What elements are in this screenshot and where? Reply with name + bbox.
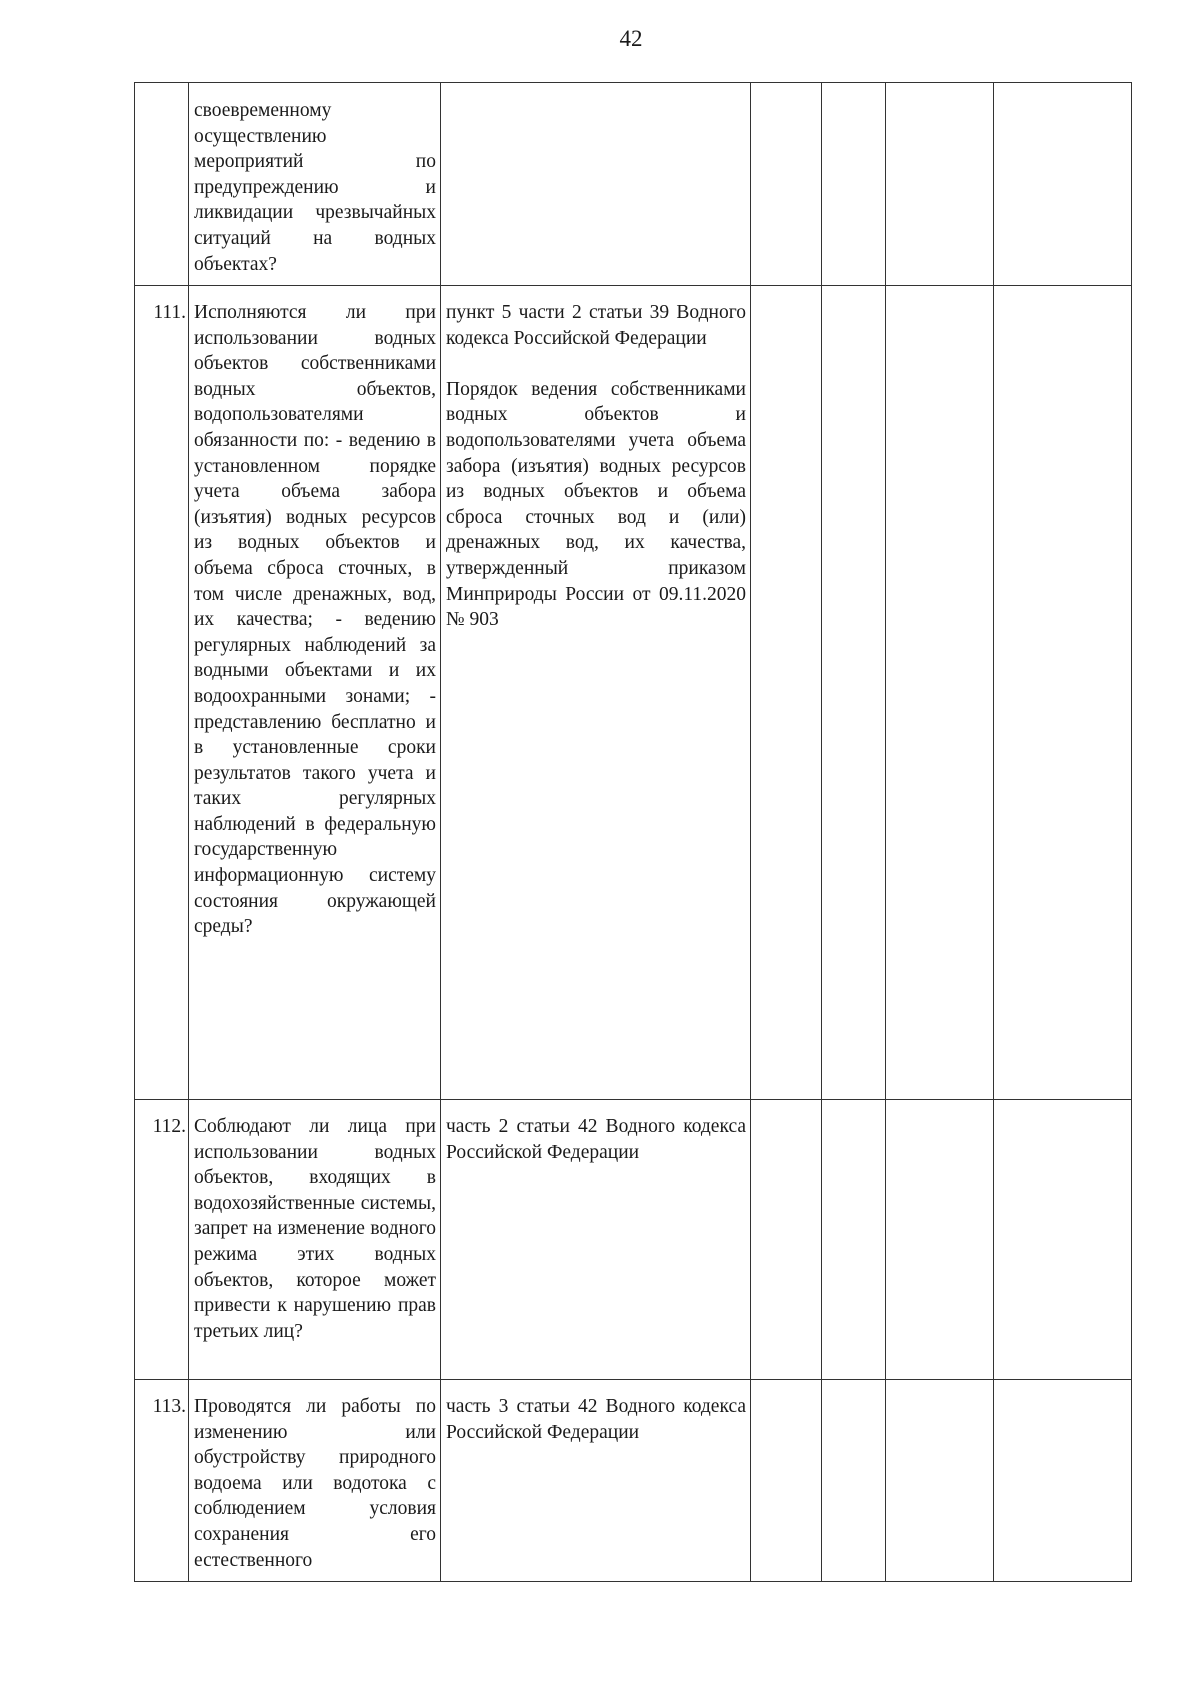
question-cell: Исполняются ли при использовании водных объектов собственниками водных объектов, водопользователями обязанности по: - ведению в установленном порядке учета объема забора (изъятия) водных ресурсов из водных объектов и объема сброса сточных, в том числе дренажных, вод, их качества; - ведению регулярных наблюдений за водными объектами и их водоохранными зонами; - представлению бесплатно и в установленные сроки результатов такого учета и таких регулярных наблюдений в федеральную государственную информационную систему состояния окружающей среды? bbox=[189, 286, 441, 1100]
checklist-table bbox=[134, 82, 1132, 1582]
answer-yes-cell bbox=[751, 83, 822, 286]
answer-no-cell bbox=[822, 286, 886, 1100]
answer-yes-cell bbox=[751, 286, 822, 1100]
answer-na-cell bbox=[886, 286, 994, 1100]
answer-yes-cell bbox=[751, 1380, 822, 1582]
answer-na-cell bbox=[886, 1380, 994, 1582]
row-number: 112. bbox=[135, 1100, 189, 1380]
legal-reference-cell bbox=[441, 1100, 751, 1380]
legal-reference-cell bbox=[441, 286, 751, 1100]
answer-na-cell bbox=[886, 1100, 994, 1380]
answer-no-cell bbox=[822, 1100, 886, 1380]
notes-cell bbox=[994, 1380, 1132, 1582]
question-cell: своевременному осуществлению мероприятий по предупреждению и ликвидации чрезвычайных ситуаций на водных объектах? bbox=[189, 83, 441, 286]
question-cell: Проводятся ли работы по изменению или обустройству природного водоема или водотока с соблюдением условия сохранения его естественного bbox=[189, 1380, 441, 1582]
answer-no-cell bbox=[822, 1380, 886, 1582]
question-cell: Соблюдают ли лица при использовании водных объектов, входящих в водохозяйственные системы, запрет на изменение водного режима этих водных объектов, которое может привести к нарушению прав третьих лиц? bbox=[189, 1100, 441, 1380]
answer-no-cell bbox=[822, 83, 886, 286]
notes-cell bbox=[994, 1100, 1132, 1380]
notes-cell bbox=[994, 83, 1132, 286]
row-number: 113. bbox=[135, 1380, 189, 1582]
notes-cell bbox=[994, 286, 1132, 1100]
row-number: 111. bbox=[135, 286, 189, 1100]
legal-reference: Порядок ведения собственниками водных объектов и водопользователями учета объема забора (изъятия) водных ресурсов из водных объектов и объема сброса сточных вод и (или) дренажных вод, их качества, утвержденный приказом Минприроды России от 09.11.2020 № 903 bbox=[446, 378, 746, 631]
legal-reference-cell bbox=[441, 1380, 751, 1582]
row-number bbox=[135, 83, 189, 286]
legal-reference: часть 3 статьи 42 Водного кодекса Российской Федерации bbox=[446, 1396, 746, 1443]
legal-reference-cell bbox=[441, 83, 751, 286]
page-number: 42 bbox=[619, 26, 643, 51]
table-row bbox=[135, 83, 1132, 286]
legal-reference: пункт 5 части 2 статьи 39 Водного кодекса Российской Федерации bbox=[446, 302, 746, 349]
table-row bbox=[135, 1380, 1132, 1582]
legal-reference: часть 2 статьи 42 Водного кодекса Российской Федерации bbox=[446, 1116, 746, 1163]
table-row bbox=[135, 1100, 1132, 1380]
answer-yes-cell bbox=[751, 1100, 822, 1380]
table-row bbox=[135, 286, 1132, 1100]
answer-na-cell bbox=[886, 83, 994, 286]
